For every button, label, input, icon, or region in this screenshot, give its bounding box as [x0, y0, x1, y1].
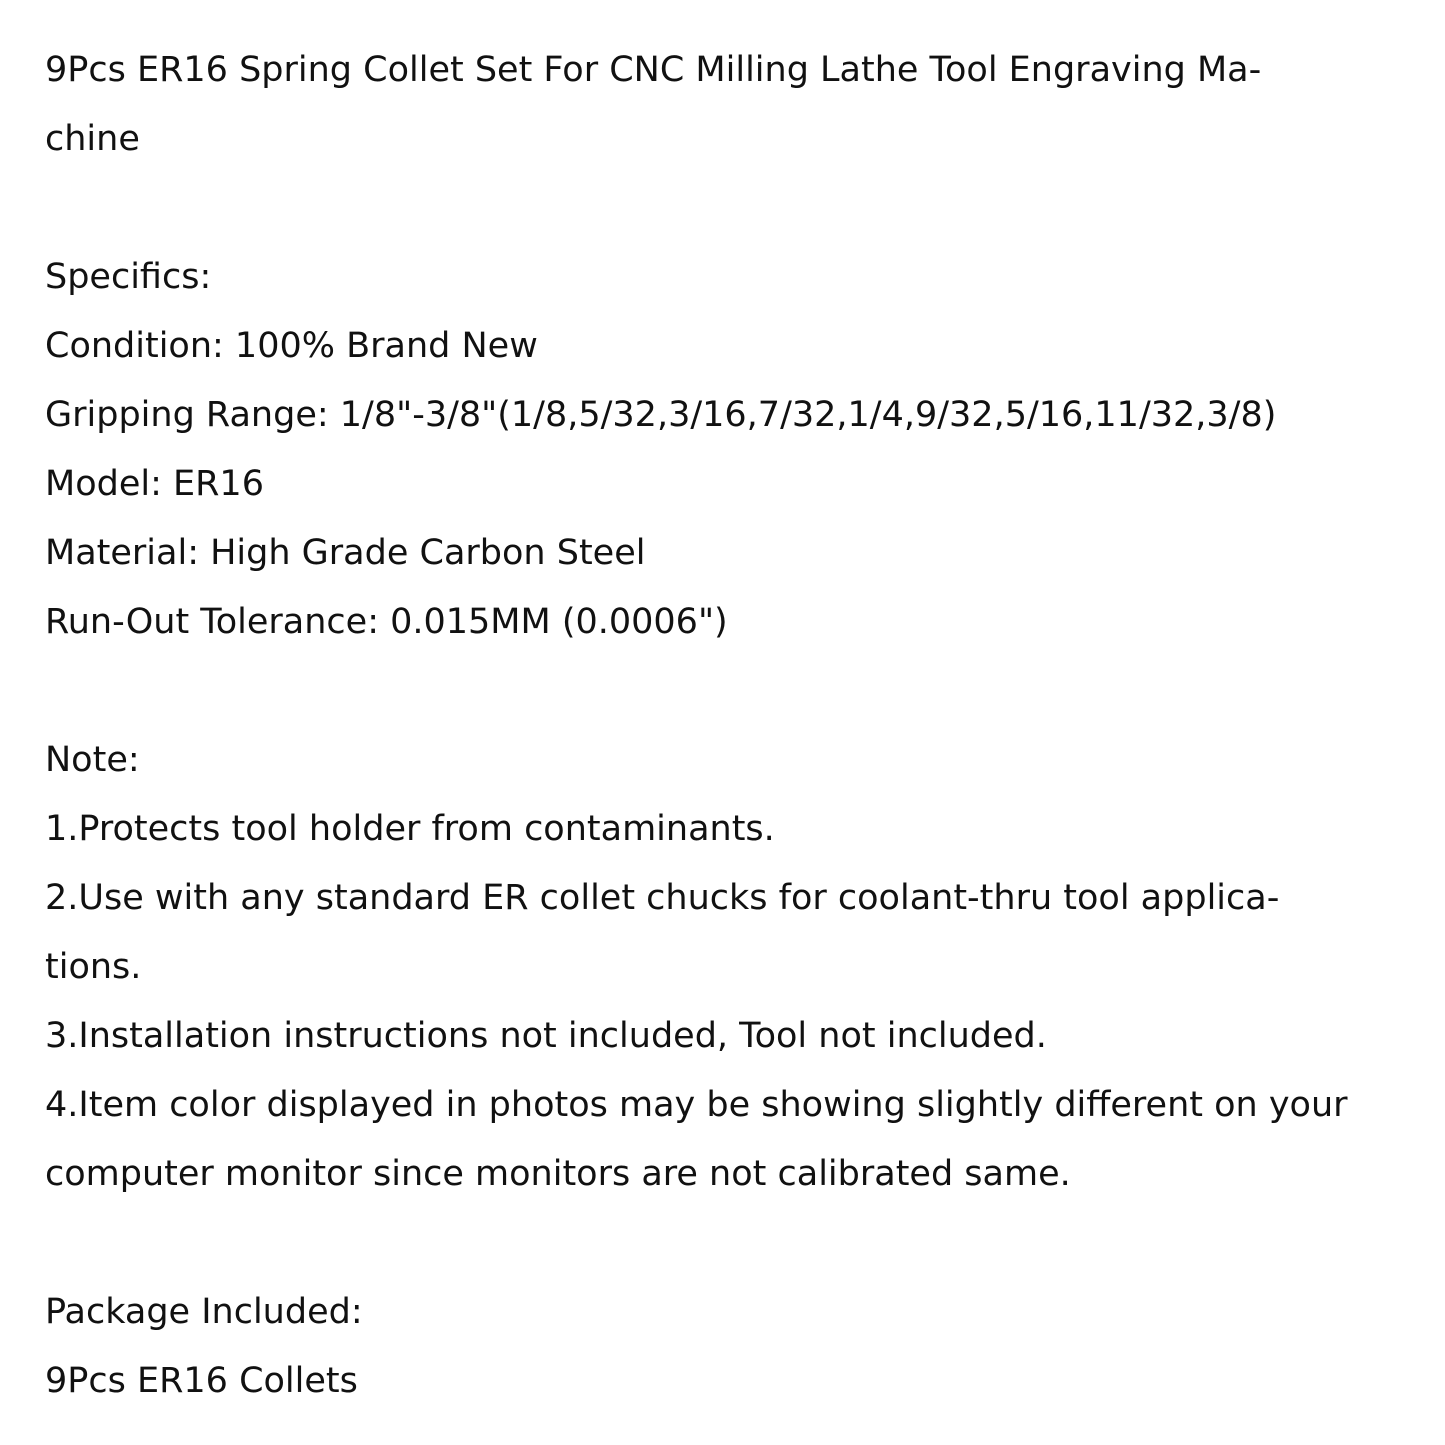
- product-title-line-1: 9Pcs ER16 Spring Collet Set For CNC Milling Lathe Tool Engraving Ma-: [45, 50, 1262, 90]
- spec-condition: Condition: 100% Brand New: [45, 326, 538, 366]
- section-spacer: [45, 174, 1440, 243]
- spec-gripping-range: Gripping Range: 1/8"-3/8"(1/8,5/32,3/16,7/32,1/4,9/32,5/16,11/32,3/8): [45, 395, 1277, 435]
- note-line-4: 3.Installation instructions not included, Tool not included.: [45, 1016, 1047, 1056]
- package-heading: Package Included:: [45, 1292, 363, 1332]
- spec-material: Material: High Grade Carbon Steel: [45, 533, 646, 573]
- note-line-2: 2.Use with any standard ER collet chucks for coolant-thru tool applica-: [45, 878, 1280, 918]
- spec-run-out-tolerance: Run-Out Tolerance: 0.015MM (0.0006"): [45, 602, 728, 642]
- specifics-heading: Specifics:: [45, 257, 212, 297]
- section-spacer: [45, 1209, 1440, 1278]
- product-title-line-2: chine: [45, 119, 140, 159]
- package-item: 9Pcs ER16 Collets: [45, 1361, 358, 1401]
- note-line-1: 1.Protects tool holder from contaminants.: [45, 809, 775, 849]
- section-spacer: [45, 657, 1440, 726]
- note-line-3: tions.: [45, 947, 142, 987]
- note-heading: Note:: [45, 740, 140, 780]
- note-line-6: computer monitor since monitors are not calibrated same.: [45, 1154, 1071, 1194]
- product-description: [45, 36, 1440, 1416]
- spec-model: Model: ER16: [45, 464, 264, 504]
- note-line-5: 4.Item color displayed in photos may be showing slightly different on your: [45, 1085, 1348, 1125]
